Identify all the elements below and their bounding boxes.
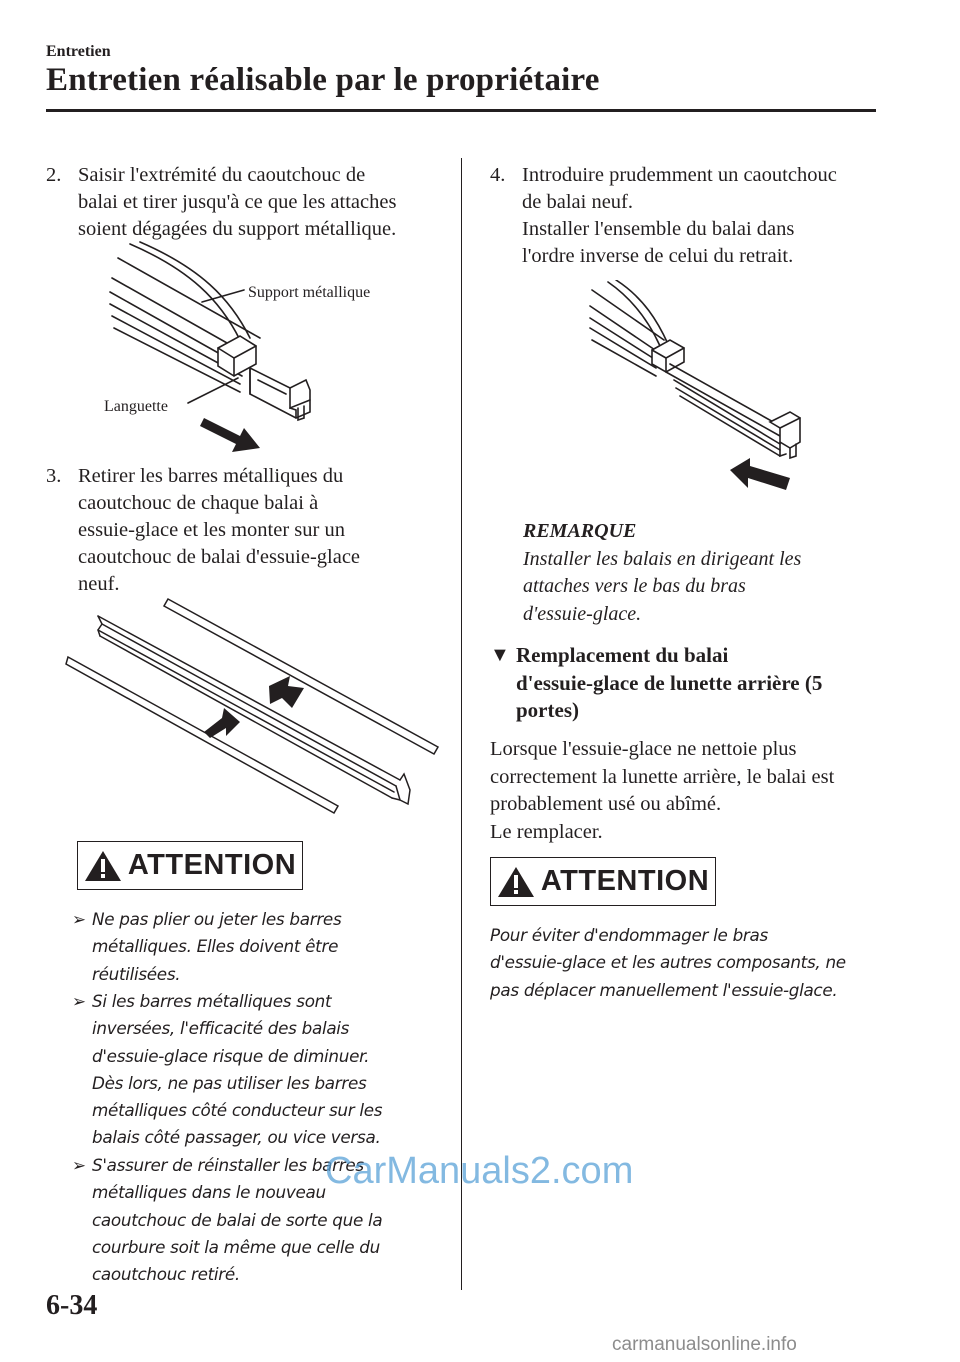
caution-line: caoutchouc retiré.	[92, 1264, 240, 1285]
remarque-note	[523, 518, 903, 630]
section-heading	[490, 642, 890, 728]
caution-line: métalliques. Elles doivent être	[92, 936, 339, 957]
step-text	[522, 162, 837, 270]
step-2	[46, 162, 446, 244]
attention-box	[490, 857, 716, 906]
step-number: 3.	[46, 465, 62, 487]
caution-line: S'assurer de réinstaller les barres	[92, 1155, 364, 1175]
remarque-line: Installer les balais en dirigeant les	[523, 547, 802, 570]
bullet-arrow-icon: ➢	[72, 909, 86, 929]
column-divider	[461, 158, 462, 1290]
step-number: 4.	[490, 164, 506, 186]
step-3	[46, 463, 446, 603]
step-line: Installer l'ensemble du balai dans	[522, 218, 795, 240]
caution-line: balais côté passager, ou vice versa.	[92, 1127, 381, 1148]
step-line: caoutchouc de balai d'essuie-glace	[78, 546, 361, 568]
step-line: neuf.	[78, 573, 120, 595]
attention-box	[77, 841, 303, 890]
site-mark: carmanualsonline.info	[612, 1334, 797, 1355]
caution-line: d'essuie-glace et les autres composants, ne	[490, 952, 846, 973]
attention-label: ATTENTION	[127, 849, 297, 881]
caution-line: Si les barres métalliques sont	[92, 991, 332, 1011]
step-4	[490, 162, 910, 272]
remarque-line: d'essuie-glace.	[523, 602, 642, 625]
heading-line: d'essuie-glace de lunette arrière (5	[516, 670, 823, 695]
page-number: 6-34	[46, 1290, 98, 1321]
paragraph-line: Le remplacer.	[490, 820, 603, 843]
pull-arrow-icon	[200, 418, 260, 452]
caution-line: inversées, l'efficacité des balais	[92, 1018, 350, 1039]
metal-bar-lower	[66, 657, 338, 813]
step-line: Saisir l'extrémité du caoutchouc de	[78, 164, 366, 186]
step-line: essuie-glace et les monter sur un	[78, 519, 345, 541]
metal-bar-upper	[164, 599, 438, 754]
heading-line: portes)	[516, 698, 579, 722]
caution-line: Ne pas plier ou jeter les barres	[92, 909, 342, 929]
paragraph-line: correctement la lunette arrière, le balai est	[490, 765, 835, 788]
step-text	[78, 463, 360, 598]
caution-list	[72, 906, 452, 1286]
caution-line: pas déplacer manuellement l'essuie-glace.	[490, 979, 838, 1000]
step-line: Retirer les barres métalliques du	[78, 465, 344, 487]
insert-arrow-icon	[730, 458, 790, 490]
step-text	[78, 162, 396, 243]
arrow-lower-icon	[204, 708, 240, 738]
caution-line: Dès lors, ne pas utiliser les barres	[92, 1072, 367, 1093]
warning-triangle-icon	[84, 850, 122, 882]
section-label: Entretien	[46, 43, 111, 60]
caution-line: réutilisées.	[92, 963, 181, 984]
step-line: balai et tirer jusqu'à ce que les attaches	[78, 191, 397, 213]
caution-text	[490, 922, 910, 1004]
remarque-line: attaches vers le bas du bras	[523, 575, 746, 597]
heading-line: Remplacement du balai	[516, 643, 729, 667]
caution-line: Pour éviter d'endommager le bras	[490, 925, 768, 945]
blade-rail	[118, 258, 260, 338]
label-support-metallique: Support métallique	[248, 284, 371, 301]
title-rule	[46, 109, 876, 112]
bullet-arrow-icon: ➢	[72, 991, 86, 1011]
paragraph-line: probablement usé ou abîmé.	[490, 793, 722, 815]
heading-marker-icon: ▼	[490, 644, 510, 666]
page-title: Entretien réalisable par le propriétaire	[46, 62, 600, 98]
caution-line: courbure soit la même que celle du	[92, 1236, 380, 1257]
paragraph-line: Lorsque l'essuie-glace ne nettoie plus	[490, 738, 797, 760]
arrow-upper-icon	[269, 676, 304, 708]
body-paragraph	[490, 736, 890, 846]
bullet-arrow-icon: ➢	[72, 1155, 86, 1175]
remarque-heading: REMARQUE	[523, 520, 637, 542]
step-line: l'ordre inverse de celui du retrait.	[522, 245, 794, 267]
label-languette: Languette	[104, 398, 168, 415]
caution-line: caoutchouc de balai de sorte que la	[92, 1209, 383, 1230]
step-line: soient dégagées du support métallique.	[78, 218, 397, 240]
caution-line: métalliques dans le nouveau	[92, 1182, 326, 1203]
warning-triangle-icon	[497, 866, 535, 898]
figure-metal-bars	[64, 594, 444, 816]
step-number: 2.	[46, 164, 62, 186]
step-line: Introduire prudemment un caoutchouc	[522, 164, 837, 186]
figure-install-rubber	[584, 280, 818, 502]
attention-label: ATTENTION	[540, 865, 710, 897]
caution-line: métalliques côté conducteur sur les	[92, 1100, 383, 1121]
step-line: de balai neuf.	[522, 191, 633, 213]
figure-remove-rubber	[100, 240, 430, 460]
caution-line: d'essuie-glace risque de diminuer.	[92, 1045, 370, 1066]
watermark: CarManuals2.com	[325, 1150, 634, 1192]
step-line: caoutchouc de chaque balai à	[78, 492, 319, 514]
